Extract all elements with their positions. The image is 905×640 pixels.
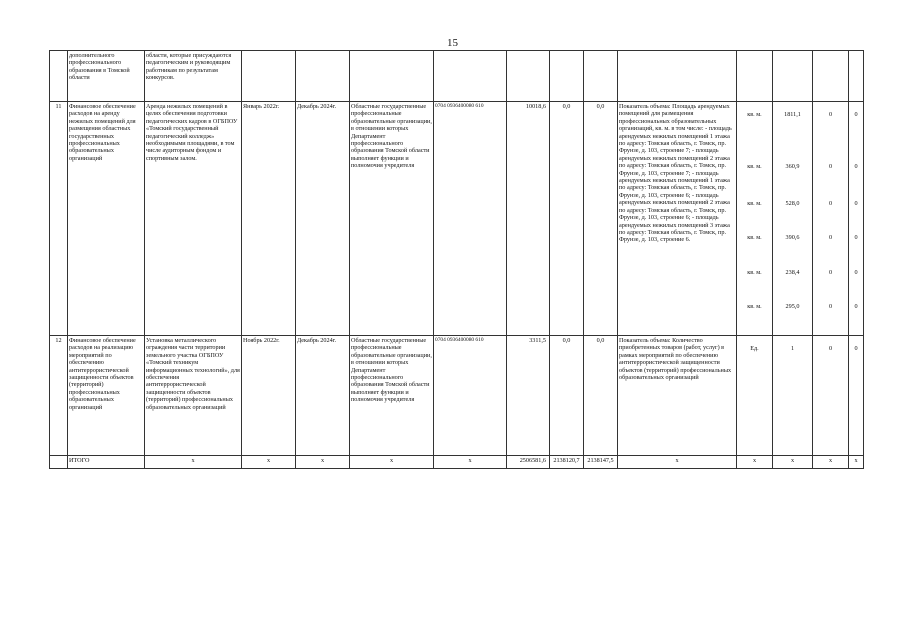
cell-code: 0704 0936400080 610 <box>434 336 507 456</box>
cell-purpose: дополнительного профессионального образования в Томской области <box>68 51 145 102</box>
cell-code <box>434 51 507 102</box>
unit-text: кв. м. <box>747 303 762 310</box>
cell-purpose: Финансовое обеспечение расходов на аренду нежилых помещений для размещения областных государственных профессиональных образовательных организаций <box>68 102 145 336</box>
unit-text: кв. м. <box>747 234 762 241</box>
cell-indicator <box>618 51 737 102</box>
total-sum3: 2138147,5 <box>584 456 618 469</box>
total-x: x <box>813 456 849 469</box>
table-row <box>50 102 864 336</box>
cell-event: Установка металлического ограждения части территории земельного участка ОГБПОУ «Томский техникум информационных технологий», для обеспечения антитеррористической защищенности объектов (территорий) профессиональных образовательных организаций <box>145 336 242 456</box>
cell-sum1 <box>507 51 550 102</box>
cell-sum1: 3311,5 <box>507 336 550 456</box>
value-text: 295,0 <box>785 303 800 310</box>
cell-sum2 <box>550 51 584 102</box>
cell-purpose: Финансовое обеспечение расходов на реализацию мероприятий по обеспечению антитеррористической защищенности объектов (территорий) профессиональных образовательных организаций <box>68 336 145 456</box>
total-x: x <box>296 456 350 469</box>
total-sum1: 2506581,6 <box>507 456 550 469</box>
cell-indicator: Показатель объема: Площадь арендуемых помещений для размещения профессиональных образовательных организаций, кв. м. в том числе: - площадь арендуемых нежилых помещений 1 этажа по адресу: Томская область, г. Томск, пр. Фрунзе, д. 103, строение 7; - площадь арендуемых нежилых помещений 2 этажа по адресу: Томская область, г. Томск, пр. Фрунзе, д. 103, строение 7; - площадь арендуемых нежилых помещений 1 этажа по адресу: Томская область, г. Томск, пр. Фрунзе, д. 103, строение 6; - площадь арендуемых нежилых помещений 2 этажа по адресу: Томская область, г. Томск, пр. Фрунзе, д. 103, строение 6; - площадь арендуемых нежилых помещений 3 этажа по адресу: Томская область, г. Томск, пр. Фрунзе, д. 103, строение 6. <box>618 102 737 336</box>
zero-text: 0 <box>828 269 833 276</box>
budget-table <box>49 50 864 469</box>
cell-num <box>50 51 68 102</box>
page-number: 15 <box>447 37 458 49</box>
value-text: 1 <box>790 345 795 352</box>
cell-end: Декабрь 2024г. <box>296 336 350 456</box>
cell-zero-b <box>849 51 864 102</box>
cell-sum3 <box>584 51 618 102</box>
total-sum2: 2138120,7 <box>550 456 584 469</box>
total-x: x <box>737 456 773 469</box>
cell-unit <box>737 336 773 456</box>
cell-start: Январь 2022г. <box>242 102 296 336</box>
value-text: 528,0 <box>785 200 800 207</box>
zero-text: 0 <box>854 163 858 170</box>
cell-indicator: Показатель объема: Количество приобретенных товаров (работ, услуг) в рамках мероприятий по обеспечению антитеррористической защищенности объектов (территорий) профессиональных образовательных организаций <box>618 336 737 456</box>
cell-zero-a <box>813 51 849 102</box>
zero-text: 0 <box>854 269 858 276</box>
cell-value <box>773 51 813 102</box>
total-x: x <box>773 456 813 469</box>
unit-text: кв. м. <box>747 269 762 276</box>
unit-text: кв. м. <box>747 111 762 118</box>
cell-sum1: 10018,6 <box>507 102 550 336</box>
cell-sum2: 0,0 <box>550 102 584 336</box>
cell-zero-a <box>813 336 849 456</box>
cell-event: области, которые присуждаются педагогическим и руководящим работникам по результатам конкурсов. <box>145 51 242 102</box>
cell-end <box>296 51 350 102</box>
cell-recipients: Областные государственные профессиональные образовательные организации, в отношении которых Департамент профессионального образования Томской области выполняет функции и полномочия учредителя <box>350 336 434 456</box>
zero-text: 0 <box>828 345 833 352</box>
cell-sum3: 0,0 <box>584 336 618 456</box>
cell-start: Ноябрь 2022г. <box>242 336 296 456</box>
zero-text: 0 <box>828 200 833 207</box>
table-row <box>50 336 864 456</box>
unit-text: Ед. <box>750 345 759 352</box>
total-x: x <box>849 456 864 469</box>
cell-value <box>773 336 813 456</box>
total-x: x <box>350 456 434 469</box>
total-x: x <box>434 456 507 469</box>
value-text: 390,6 <box>785 234 800 241</box>
value-text: 360,9 <box>785 163 800 170</box>
total-x: x <box>618 456 737 469</box>
cell-start <box>242 51 296 102</box>
cell-event: Аренда нежилых помещений в целях обеспечения подготовки педагогических кадров в ОГБПОУ «Томский государственный педагогический колледж» необходимыми площадями, в том числе аудиторным фондом и спортивным залом. <box>145 102 242 336</box>
cell-zero-b <box>849 336 864 456</box>
cell-end: Декабрь 2024г. <box>296 102 350 336</box>
zero-text: 0 <box>828 111 833 118</box>
cell-recipients: Областные государственные профессиональные образовательные организации, в отношении которых Департамент профессионального образования Томской области выполняет функции и полномочия учредителя <box>350 102 434 336</box>
total-x: x <box>145 456 242 469</box>
total-x: x <box>242 456 296 469</box>
zero-text: 0 <box>854 200 858 207</box>
zero-text: 0 <box>828 234 833 241</box>
unit-text: кв. м. <box>747 200 762 207</box>
zero-text: 0 <box>854 303 858 310</box>
cell-code: 0704 0936400080 610 <box>434 102 507 336</box>
cell-unit <box>737 51 773 102</box>
zero-text: 0 <box>854 234 858 241</box>
value-text: 238,4 <box>785 269 800 276</box>
zero-text: 0 <box>828 163 833 170</box>
zero-text: 0 <box>854 111 858 118</box>
cell-unit <box>737 102 773 336</box>
cell-num: 12 <box>50 336 68 456</box>
cell-recipients <box>350 51 434 102</box>
cell-zero-b <box>849 102 864 336</box>
cell-zero-a <box>813 102 849 336</box>
value-text: 1811,1 <box>784 111 801 118</box>
cell-sum2: 0,0 <box>550 336 584 456</box>
zero-text: 0 <box>854 345 858 352</box>
cell-sum3: 0,0 <box>584 102 618 336</box>
table-row-total <box>50 456 864 469</box>
zero-text: 0 <box>828 303 833 310</box>
total-label: ИТОГО <box>68 456 145 469</box>
unit-text: кв. м. <box>747 163 762 170</box>
cell-num: 11 <box>50 102 68 336</box>
table-row <box>50 51 864 102</box>
cell-num <box>50 456 68 469</box>
cell-value <box>773 102 813 336</box>
